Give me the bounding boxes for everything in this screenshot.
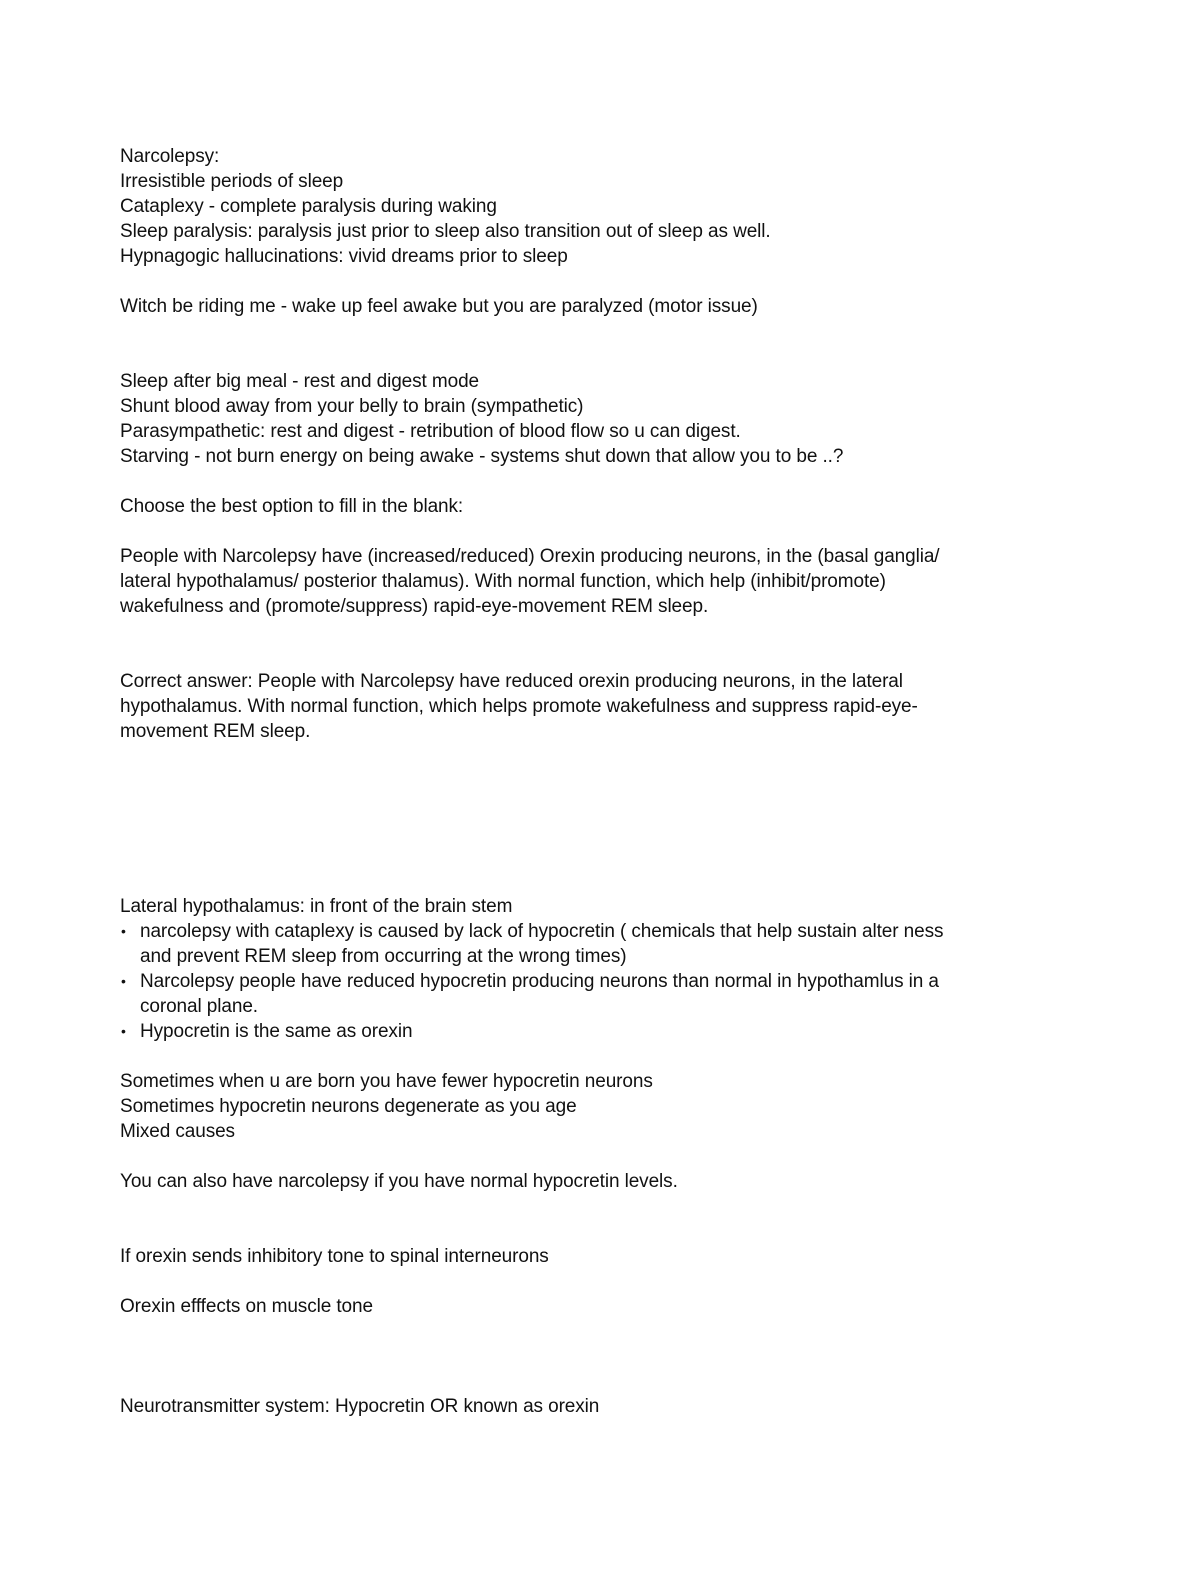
- spacer: [120, 619, 1060, 669]
- meal-note-line: Sleep after big meal - rest and digest mode: [120, 371, 480, 392]
- inhibitory-note: If orexin sends inhibitory tone to spinal interneurons: [120, 1246, 549, 1267]
- spacer: [120, 519, 1060, 544]
- spacer: [120, 1319, 1060, 1369]
- bullet-icon: •: [121, 1023, 126, 1039]
- symptom-line: Sleep paralysis: paralysis just prior to sleep also transition out of sleep as well.: [120, 221, 771, 242]
- bullet-text: and prevent REM sleep from occurring at the wrong times): [140, 946, 627, 967]
- spacer: [120, 1144, 1060, 1169]
- list-item: [120, 1019, 1060, 1044]
- spacer: [120, 319, 1060, 369]
- witch-note: Witch be riding me - wake up feel awake but you are paralyzed (motor issue): [120, 296, 758, 317]
- spacer: [120, 869, 1060, 894]
- symptom-line: Hypnagogic hallucinations: vivid dreams prior to sleep: [120, 246, 568, 267]
- meal-note-line: Parasympathetic: rest and digest - retribution of blood flow so u can digest.: [120, 421, 741, 442]
- spacer: [120, 269, 1060, 294]
- lateral-heading: Lateral hypothalamus: in front of the brain stem: [120, 896, 513, 917]
- question-line: People with Narcolepsy have (increased/reduced) Orexin producing neurons, in the (basal ganglia/: [120, 546, 940, 567]
- neurotransmitter-note: Neurotransmitter system: Hypocretin OR known as orexin: [120, 1396, 600, 1417]
- symptom-line: Irresistible periods of sleep: [120, 171, 344, 192]
- symptom-line: Cataplexy - complete paralysis during waking: [120, 196, 497, 217]
- cause-line: Sometimes hypocretin neurons degenerate as you age: [120, 1096, 577, 1117]
- question-line: lateral hypothalamus/ posterior thalamus). With normal function, which help (inhibit/promote): [120, 571, 886, 592]
- bullet-list: [120, 919, 1060, 1044]
- spacer: [120, 1369, 1060, 1394]
- list-item: [120, 969, 1060, 1019]
- spacer: [120, 744, 1060, 869]
- bullet-icon: •: [121, 973, 126, 989]
- meal-note-line: Shunt blood away from your belly to brain (sympathetic): [120, 396, 584, 417]
- muscle-tone-note: Orexin efffects on muscle tone: [120, 1296, 373, 1317]
- spacer: [120, 469, 1060, 494]
- question-line: wakefulness and (promote/suppress) rapid-eye-movement REM sleep.: [120, 596, 709, 617]
- spacer: [120, 1044, 1060, 1069]
- list-item: [120, 919, 1060, 969]
- question-prompt: Choose the best option to fill in the blank:: [120, 496, 464, 517]
- bullet-text: coronal plane.: [140, 996, 258, 1017]
- bullet-text: Narcolepsy people have reduced hypocretin producing neurons than normal in hypothamlus in a: [140, 971, 939, 992]
- answer-line: Correct answer: People with Narcolepsy have reduced orexin producing neurons, in the lateral: [120, 671, 903, 692]
- answer-line: hypothalamus. With normal function, which helps promote wakefulness and suppress rapid-eye-: [120, 696, 918, 717]
- cause-line: Mixed causes: [120, 1121, 235, 1142]
- meal-note-line: Starving - not burn energy on being awake - systems shut down that allow you to be ..?: [120, 446, 844, 467]
- answer-line: movement REM sleep.: [120, 721, 311, 742]
- bullet-icon: •: [121, 923, 126, 939]
- cause-line: Sometimes when u are born you have fewer hypocretin neurons: [120, 1071, 653, 1092]
- bullet-text: Hypocretin is the same as orexin: [140, 1021, 413, 1042]
- bullet-text: narcolepsy with cataplexy is caused by lack of hypocretin ( chemicals that help sustain alter ness: [140, 921, 944, 942]
- document-body: [120, 144, 1060, 1419]
- spacer: [120, 1194, 1060, 1244]
- spacer: [120, 1269, 1060, 1294]
- normal-levels-note: You can also have narcolepsy if you have normal hypocretin levels.: [120, 1171, 678, 1192]
- narcolepsy-title: Narcolepsy:: [120, 146, 220, 167]
